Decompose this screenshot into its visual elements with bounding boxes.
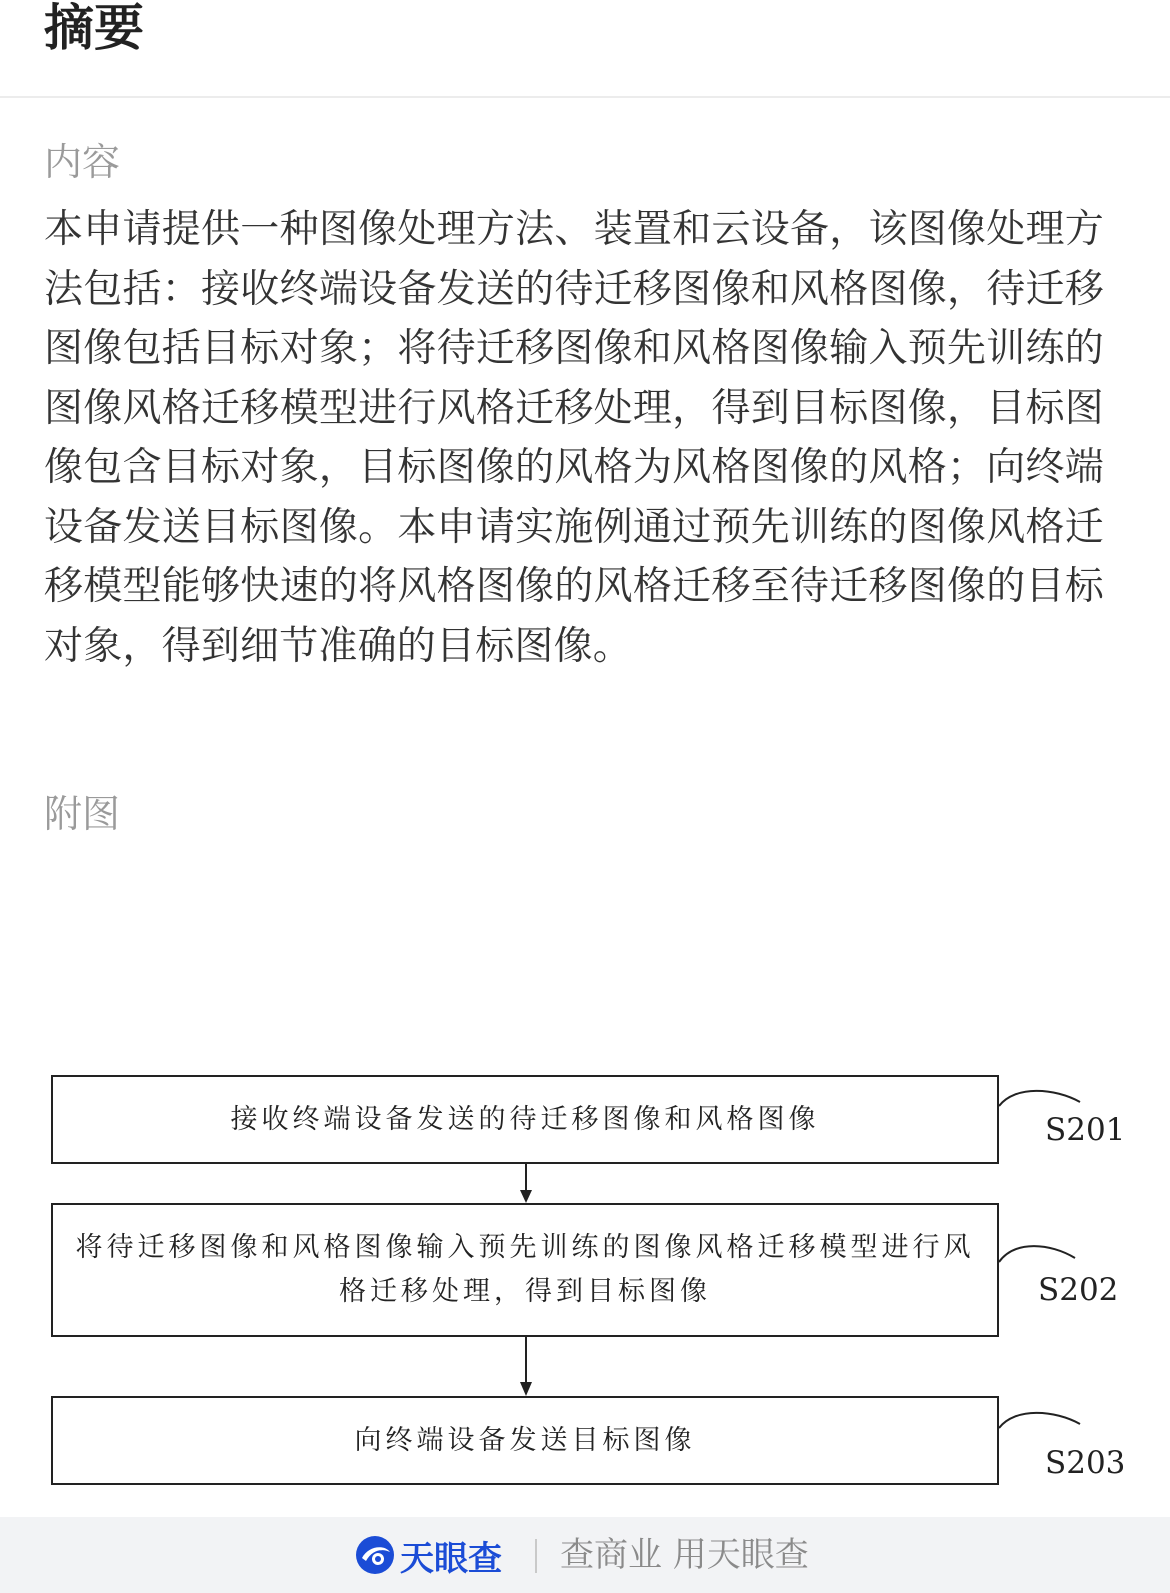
abstract-text: 本申请提供一种图像处理方法、装置和云设备，该图像处理方法包括：接收终端设备发送的待迁移图像和风格图像，待迁移图像包括目标对象；将待迁移图像和风格图像输入预先训练的图像风格迁移模型进行风格迁移处理，得到目标图像，目标图像包含目标对象，目标图像的风格为风格图像的风格；向终端设备发送目标图像。本申请实施例通过预先训练的图像风格迁移模型能够快速的将风格图像的风格迁移至待迁移图像的目标对象，得到细节准确的目标图像。 [44,207,1104,669]
step-label: S202 [1038,1272,1119,1308]
flowchart-figure[interactable] [0,1040,1170,1500]
header [0,0,1170,98]
footer-banner[interactable] [0,1517,1170,1593]
tianyancha-eye-icon [354,1534,396,1576]
flow-step-text: 接收终端设备发送的待迁移图像和风格图像 [230,1103,820,1135]
flow-step-text: 向终端设备发送目标图像 [354,1424,696,1456]
figure-section-label: 附图 [44,792,121,836]
footer-divider [535,1539,537,1573]
flow-step-box [51,1075,999,1164]
step-label: S201 [1045,1112,1126,1148]
content-section-label: 内容 [44,140,121,184]
page-title: 摘要 [44,0,144,57]
flow-step-text: 将待迁移图像和风格图像输入预先训练的图像风格迁移模型进行风格迁移处理，得到目标图像 [75,1232,975,1307]
logo-text: 天眼查 [400,1539,502,1578]
tianyancha-logo[interactable] [354,1531,502,1579]
flow-step-box [51,1203,999,1337]
flow-step-box [51,1396,999,1485]
footer-slogan: 查商业 用天眼查 [560,1535,809,1575]
step-label: S203 [1045,1445,1126,1481]
